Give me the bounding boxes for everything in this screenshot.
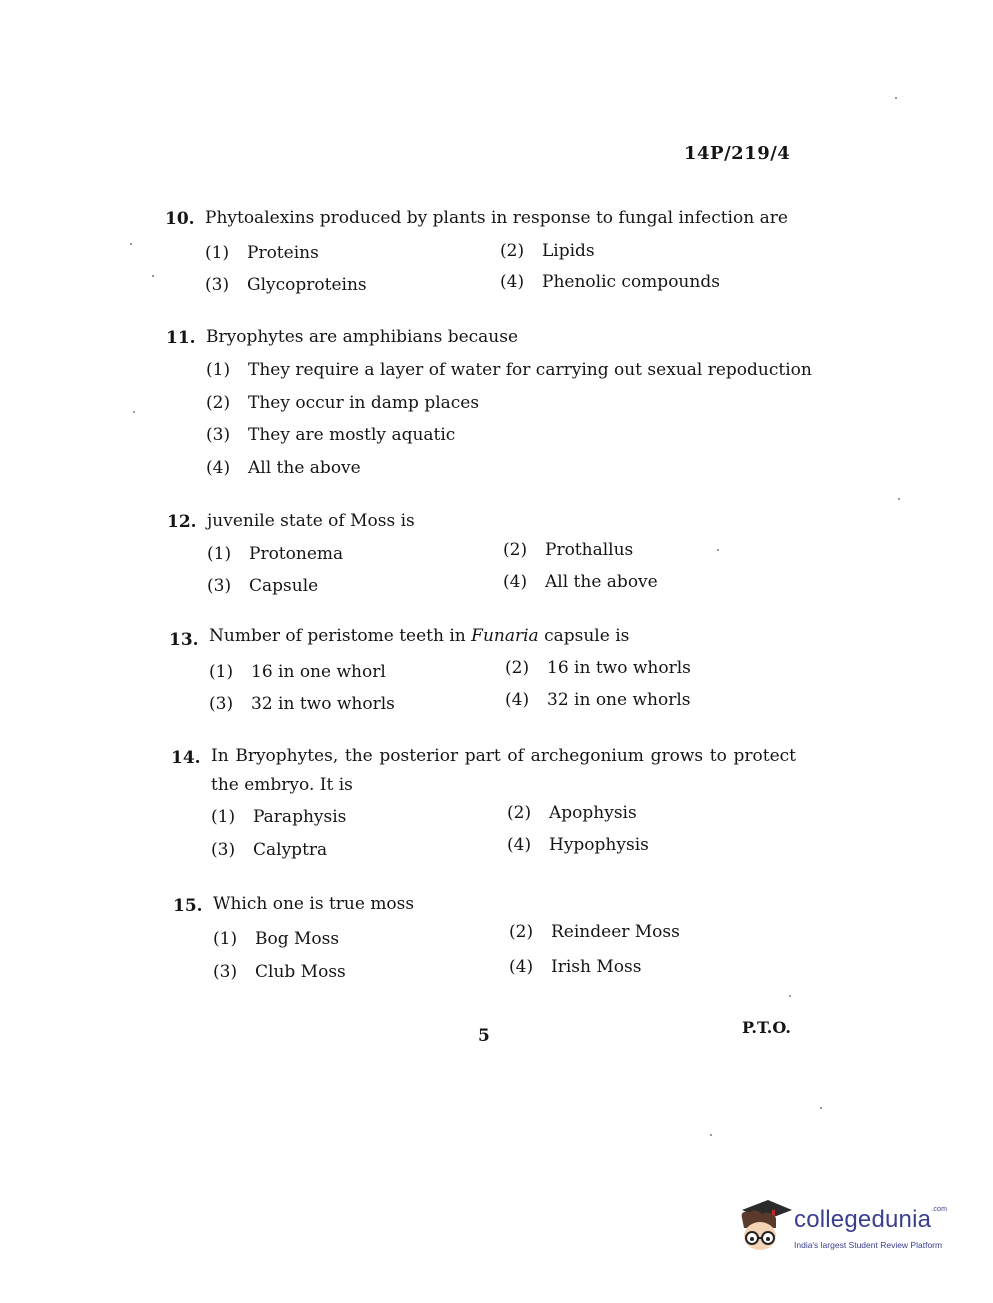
mascot-icon <box>736 1198 792 1256</box>
option-number: (2) <box>505 658 530 678</box>
option-text: Club Moss <box>255 962 346 982</box>
option-2 <box>503 540 633 560</box>
option-3 <box>207 576 318 596</box>
option-text: 32 in one whorls <box>547 690 691 710</box>
logo-suffix: .com <box>931 1206 948 1213</box>
option-text: Lipids <box>542 241 595 261</box>
option-4 <box>509 957 641 977</box>
question-text-line-2: the embryo. It is <box>211 775 353 795</box>
option-number: (3) <box>206 425 231 445</box>
question-text-line-1: In Bryophytes, the posterior part of archegonium grows to protect <box>211 746 796 766</box>
question-number: 14. <box>171 748 201 768</box>
option-text: Phenolic compounds <box>542 272 720 292</box>
option-4 <box>507 835 649 855</box>
scan-speck <box>130 243 132 245</box>
option-text: They are mostly aquatic <box>248 425 456 445</box>
option-number: (3) <box>207 576 232 596</box>
option-2 <box>500 241 595 261</box>
option-number: (4) <box>507 835 532 855</box>
option-text: Apophysis <box>549 803 637 823</box>
option-text: They require a layer of water for carrying out sexual repoduction <box>248 360 812 380</box>
option-text: Prothallus <box>545 540 634 560</box>
option-number: (4) <box>505 690 530 710</box>
option-number: (1) <box>205 243 230 263</box>
logo-name: collegedunia <box>794 1206 932 1233</box>
collegedunia-logo <box>736 1198 966 1258</box>
option-1 <box>205 243 319 263</box>
question-number: 11. <box>166 328 196 348</box>
option-number: (4) <box>509 957 534 977</box>
pto-label: P.T.O. <box>742 1018 791 1037</box>
option-1 <box>213 929 339 949</box>
paper-code: 14P/219/4 <box>684 143 791 164</box>
option-3 <box>209 694 395 714</box>
scan-speck <box>898 498 900 500</box>
option-text: Irish Moss <box>551 957 642 977</box>
option-number: (2) <box>507 803 532 823</box>
option-3 <box>211 840 327 860</box>
question-text-start: Number of peristome teeth in <box>209 626 472 646</box>
question-text <box>209 621 629 651</box>
option-number: (1) <box>213 929 238 949</box>
option-number: (3) <box>205 275 230 295</box>
logo-wordmark <box>794 1206 947 1234</box>
option-4 <box>505 690 691 710</box>
option-text: Proteins <box>247 243 319 263</box>
scan-speck <box>895 97 897 99</box>
option-text: They occur in damp places <box>248 393 480 413</box>
option-text: Hypophysis <box>549 835 649 855</box>
option-2 <box>206 393 479 413</box>
option-2 <box>507 803 637 823</box>
option-text: Glycoproteins <box>247 275 367 295</box>
option-2 <box>505 658 691 678</box>
option-number: (3) <box>209 694 234 714</box>
question-number: 15. <box>173 896 203 916</box>
option-number: (4) <box>500 272 525 292</box>
option-text: Reindeer Moss <box>551 922 680 942</box>
question-number: 13. <box>169 630 199 650</box>
option-number: (2) <box>206 393 231 413</box>
question-text: juvenile state of Moss is <box>207 511 415 531</box>
option-number: (1) <box>211 807 236 827</box>
question-text: Which one is true moss <box>213 894 415 914</box>
option-1 <box>206 360 812 380</box>
option-number: (2) <box>509 922 534 942</box>
option-number: (4) <box>206 458 231 478</box>
option-number: (1) <box>207 544 232 564</box>
scan-speck <box>717 549 719 551</box>
option-number: (4) <box>503 572 528 592</box>
option-text: All the above <box>248 458 361 478</box>
option-2 <box>509 922 680 942</box>
scan-speck <box>133 411 135 413</box>
option-text: 32 in two whorls <box>251 694 395 714</box>
option-4 <box>500 272 720 292</box>
page-number: 5 <box>478 1026 490 1046</box>
question-text: Phytoalexins produced by plants in response to fungal infection are <box>205 208 788 228</box>
option-3 <box>213 962 346 982</box>
option-number: (3) <box>211 840 236 860</box>
question-number: 12. <box>167 512 197 532</box>
option-text: All the above <box>545 572 658 592</box>
question-number: 10. <box>165 209 195 229</box>
option-4 <box>503 572 658 592</box>
option-1 <box>207 544 343 564</box>
option-text: 16 in two whorls <box>547 658 691 678</box>
scan-speck <box>789 995 791 997</box>
option-4 <box>206 458 361 478</box>
option-text: Bog Moss <box>255 929 340 949</box>
scan-speck <box>710 1134 712 1136</box>
question-text-end: capsule is <box>538 626 630 646</box>
option-text: Capsule <box>249 576 319 596</box>
option-number: (2) <box>500 241 525 261</box>
option-number: (2) <box>503 540 528 560</box>
scan-speck <box>152 275 154 277</box>
question-text-italic: Funaria <box>471 626 539 646</box>
logo-tagline: India's largest Student Review Platform <box>794 1240 943 1250</box>
option-number: (3) <box>213 962 238 982</box>
option-text: Calyptra <box>253 840 328 860</box>
option-number: (1) <box>206 360 231 380</box>
option-3 <box>205 275 367 295</box>
option-text: 16 in one whorl <box>251 662 386 682</box>
scan-speck <box>820 1107 822 1109</box>
option-text: Protonema <box>249 544 344 564</box>
option-1 <box>209 662 386 682</box>
option-number: (1) <box>209 662 234 682</box>
option-3 <box>206 425 455 445</box>
option-1 <box>211 807 346 827</box>
option-text: Paraphysis <box>253 807 347 827</box>
question-text: Bryophytes are amphibians because <box>206 327 519 347</box>
